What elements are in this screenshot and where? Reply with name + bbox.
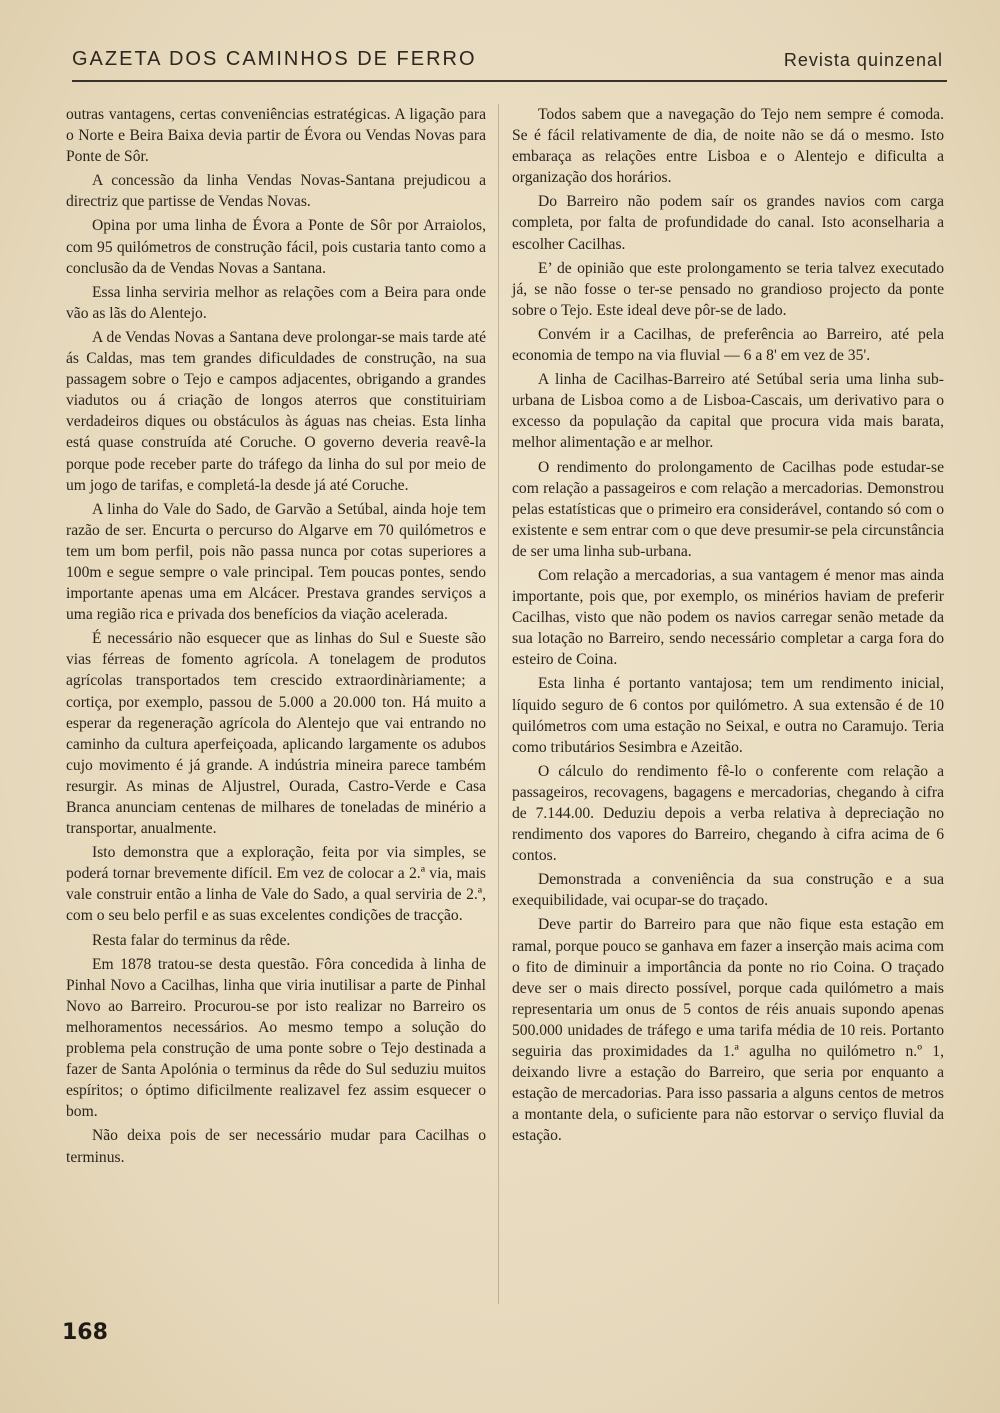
paragraph: Deve partir do Barreiro para que não fique esta estação em ramal, porque pouco se ganhava em fazer a inserção mais acima com o fito de diminuir a importância da ponte no rio Coina. O traçado deve ser o mais directo possível, porque cada quilómetro a mais representaria um onus de 5 contos de réis anuais supondo apenas 500.000 unidades de tráfego e uma tarifa média de 10 reis. Portanto seguiria das proximidades da 1.ª agulha no quilómetro n.º 1, deixando livre a estação do Barreiro, que seria por enquanto a estação de mercadorias. Para isso passaria a alguns centos de metros a montante dela, o suficiente para não estorvar o serviço fluvial da estação. — [512, 916, 944, 1145]
page-number: 168 — [62, 1320, 108, 1345]
journal-subtitle: Revista quinzenal — [783, 50, 943, 70]
paragraph: Esta linha é portanto vantajosa; tem um rendimento inicial, líquido seguro de 6 contos por quilómetro. A sua extensão é de 10 quilómetros com uma estação no Seixal, e outra no Caramujo. Teria como tributários Sesimbra e Azeitão. — [512, 675, 944, 756]
paragraph: O rendimento do prolongamento de Cacilhas pode estudar-se com relação a passageiros e com relação a mercadorias. Demonstrou pelas estatísticas que o primeiro era considerável, contando só com o existente e sem entrar com o que deve presumir-se pela circunstância de ser uma linha sub-urbana. — [512, 458, 944, 560]
paragraph: outras vantagens, certas conveniências estratégicas. A ligação para o Norte e Beira Baixa devia partir de Évora ou Vendas Novas para Ponte de Sôr. — [66, 106, 486, 166]
paragraph: A concessão da linha Vendas Novas-Santana prejudicou a directriz que partisse de Vendas Novas. — [66, 172, 486, 211]
paragraph: Isto demonstra que a exploração, feita por via simples, se poderá tornar brevemente difícil. Em vez de colocar a 2.ª via, mais vale construir então a linha de Vale do Sado, a qual serviria de 2.ª, com o seu belo perfil e as suas excelentes condições de tracção. — [66, 844, 486, 925]
paragraph: A de Vendas Novas a Santana deve prolongar-se mais tarde até ás Caldas, mas tem grandes dificuldades de construção, na sua passagem sobre o Tejo e campos adjacentes, obrigando a grandes viadutos ou á criação de longos aterros que constituiriam verdadeiros diques ou obstáculos às águas nas cheias. Esta linha está quase construída até Coruche. O governo deveria reavê-la porque pode receber parte do tráfego da linha do sul por meio de um jogo de tarifas, e completá-la desde já até Coruche. — [66, 328, 486, 494]
masthead — [72, 46, 947, 82]
paragraph: Em 1878 tratou-se desta questão. Fôra concedida à linha de Pinhal Novo a Cacilhas, linha que viria inutilisar a parte de Pinhal Novo ao Barreiro. Procurou-se por isto realizar no Barreiro os melhoramentos necessários. Ao mesmo tempo a solução do problema pela construção de uma ponte sobre o Tejo destinada a fazer de Santa Apolónia o terminus da rêde do Sul seduziu muitos espíritos; o óptimo dificilmente realizavel fez assim esquecer o bom. — [66, 955, 486, 1121]
paragraph: É necessário não esquecer que as linhas do Sul e Sueste são vias férreas de fomento agrícola. A tonelagem de produtos agrícolas transportados tem crescido extraordinàriamente; a cortiça, por exemplo, passou de 5.000 a 20.000 ton. Há muito a esperar da regeneração agrícola do Alentejo que vai entrando no caminho da cultura aperfeiçoada, aplicando largamente os adubos cujo movimento é já grande. A indústria mineira parece também resurgir. As minas de Aljustrel, Ourada, Castro-Verde e Casa Branca anunciam centenas de milhares de toneladas de minério a transportar, anualmente. — [66, 630, 486, 838]
journal-title: GAZETA DOS CAMINHOS DE FERRO — [72, 48, 477, 70]
paragraph: Demonstrada a conveniência da sua construção e a sua exequibilidade, vai ocupar-se do traçado. — [512, 871, 944, 910]
paragraph: Do Barreiro não podem saír os grandes navios com carga completa, por falta de profundidade do canal. Isto aconselharia a escolher Cacilhas. — [512, 193, 944, 253]
paragraph: Essa linha serviria melhor as relações com a Beira para onde vão as lãs do Alentejo. — [66, 283, 486, 322]
paragraph: Com relação a mercadorias, a sua vantagem é menor mas ainda importante, pois que, por exemplo, os minérios haviam de preferir Cacilhas, visto que não podem os navios carregar senão metade da sua lotação no Barreiro, sendo necessário completar a carga fora do esteiro de Coina. — [512, 566, 944, 669]
paragraph: Todos sabem que a navegação do Tejo nem sempre é comoda. Se é fácil relativamente de dia, de noite não se dá o mesmo. Isto embaraça as relações entre Lisboa e o Alentejo e dificulta a organização dos horários. — [512, 106, 944, 187]
left-column — [66, 104, 486, 1171]
paragraph: Resta falar do terminus da rêde. — [92, 931, 291, 949]
paragraph: E’ de opinião que este prolongamento se teria talvez executado já, se não fosse o ter-se pensado no grandioso projecto da ponte sobre o Tejo. Este ideal deve pôr-se de lado. — [512, 259, 944, 319]
paragraph: Opina por uma linha de Évora a Ponte de Sôr por Arraiolos, com 95 quilómetros de construção fácil, pois custaria tanto como a conclusão da de Vendas Novas a Santana. — [66, 217, 486, 277]
paragraph: Não deixa pois de ser necessário mudar para Cacilhas o terminus. — [66, 1127, 486, 1166]
right-column — [512, 104, 944, 1150]
paragraph: A linha do Vale do Sado, de Garvão a Setúbal, ainda hoje tem razão de ser. Encurta o percurso do Algarve em 70 quilómetros e tem um bom perfil, pois não passa nunca por cotas superiores a 100m e segue sempre o vale principal. Tem poucas pontes, sendo importante apenas uma em Alcácer. Prestava grandes serviços a uma região rica e privada dos benefícios da viação acelerada. — [66, 500, 486, 624]
paragraph: Convém ir a Cacilhas, de preferência ao Barreiro, até pela economia de tempo na via fluvial — 6 a 8' em vez de 35'. — [512, 325, 944, 365]
paragraph: A linha de Cacilhas-Barreiro até Setúbal seria uma linha sub-urbana de Lisboa como a de Lisboa-Cascais, um derivativo para o excesso da população da capital que procura vida mais barata, melhor alimentação e ar melhor. — [512, 371, 944, 452]
paragraph: O cálculo do rendimento fê-lo o conferente com relação a passageiros, recovagens, bagagens e mercadorias, chegando à cifra de 7.144.00. Deduziu depois a verba relativa à depreciação no rendimento dos vapores do Barreiro, chegando à cifra acima de 6 contos. — [512, 762, 944, 865]
